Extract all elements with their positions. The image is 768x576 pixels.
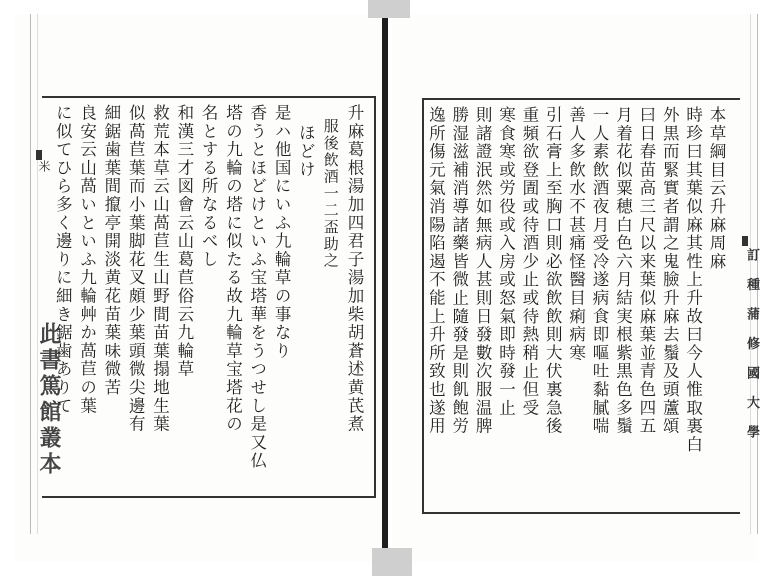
right-text-column: 勝湿滋補消導諸藥皆微止隨發是則飢飽労 — [449, 106, 469, 436]
right-text-column: 引石膏上至胸口則必欲飲飲則大伏裏急後 — [543, 106, 563, 436]
right-text-column: 一人素飲酒夜月受冷遂病食即嘔吐黏膩喘 — [590, 106, 610, 436]
book-spine — [382, 0, 388, 576]
right-text-column: 時珍曰其葉似麻其性上升故曰今人惟取裏白 — [683, 106, 703, 454]
left-text-column: 似萵苣葉而小葉脚花叉頗少葉頭微尖邊有 — [126, 104, 146, 434]
left-margin-mark-top: 米 — [37, 160, 51, 174]
left-text-column: 升麻葛根湯加四君子湯加柴胡蒼述黄芪煮 — [345, 104, 364, 434]
left-text-column: 香うとほどけといふ宝塔華をうつせし是又仏 — [247, 104, 267, 470]
left-text-column: に似てひら多く邊りに細き鋸歯ありて — [53, 104, 73, 416]
left-text-column: 細鋸歯葉間攛亭開淡黄花苗葉味微苦 — [101, 104, 121, 397]
left-margin-tab — [36, 150, 42, 160]
right-text-column: 曰日春苗高三尺以来葉似麻葉並青色四五 — [636, 106, 656, 436]
right-text-column: 逸所傷元氣消陽陷遏不能上升所致也遂用 — [426, 106, 446, 436]
right-text-column: 外黒而緊實者謂之鬼臉升麻去鬚及頭蘆頌 — [660, 106, 680, 436]
right-text-column: 月着花似粟穂白色六月結実根紫黒色多鬚 — [613, 106, 633, 436]
right-text-column: 本草綱目云升麻周麻 — [707, 106, 726, 271]
left-text-column: 和漢三才図會云山葛苣俗云九輪草 — [174, 104, 194, 379]
left-text-column: 服後飲酒一二盃助之 — [321, 118, 340, 270]
right-text-column: 重頻欲登圊或待酒少止或待熱稍止但受 — [519, 106, 539, 418]
right-text-column: 則諸證泯然如無病人甚則日發數次服温脾 — [473, 106, 493, 436]
right-margin-mark: 訂 種 蒲 修 國 大 學 — [744, 248, 759, 445]
left-text-column: ほどけ — [296, 124, 316, 179]
right-text-column: 寒食寒或労役或入房或怒氣即時發一止 — [496, 106, 516, 418]
left-text-column: 是ハ他国にいふ九輪草の事なり — [272, 104, 292, 361]
right-margin-tab — [742, 236, 748, 246]
left-text-column: 塔の九輪の塔に似たる故九輪草宝塔花の — [223, 104, 243, 434]
right-page-text — [426, 106, 730, 504]
spine-top-shadow — [368, 0, 410, 18]
left-page-text — [52, 104, 368, 488]
left-margin-mark-bottom: 此書篤館叢本 — [36, 322, 62, 478]
spine-bottom-shadow — [372, 548, 412, 576]
left-text-column: 良安云山萵いといふ九輪艸か萵苣の葉 — [77, 104, 97, 416]
right-text-column: 善人多飲水不甚痛怪醫目痢病寒 — [566, 106, 586, 363]
left-text-column: 救荒本草云山萵苣生山野間苗葉搨地生葉 — [150, 104, 170, 434]
left-text-column: 名とする所なるべし — [199, 104, 219, 269]
